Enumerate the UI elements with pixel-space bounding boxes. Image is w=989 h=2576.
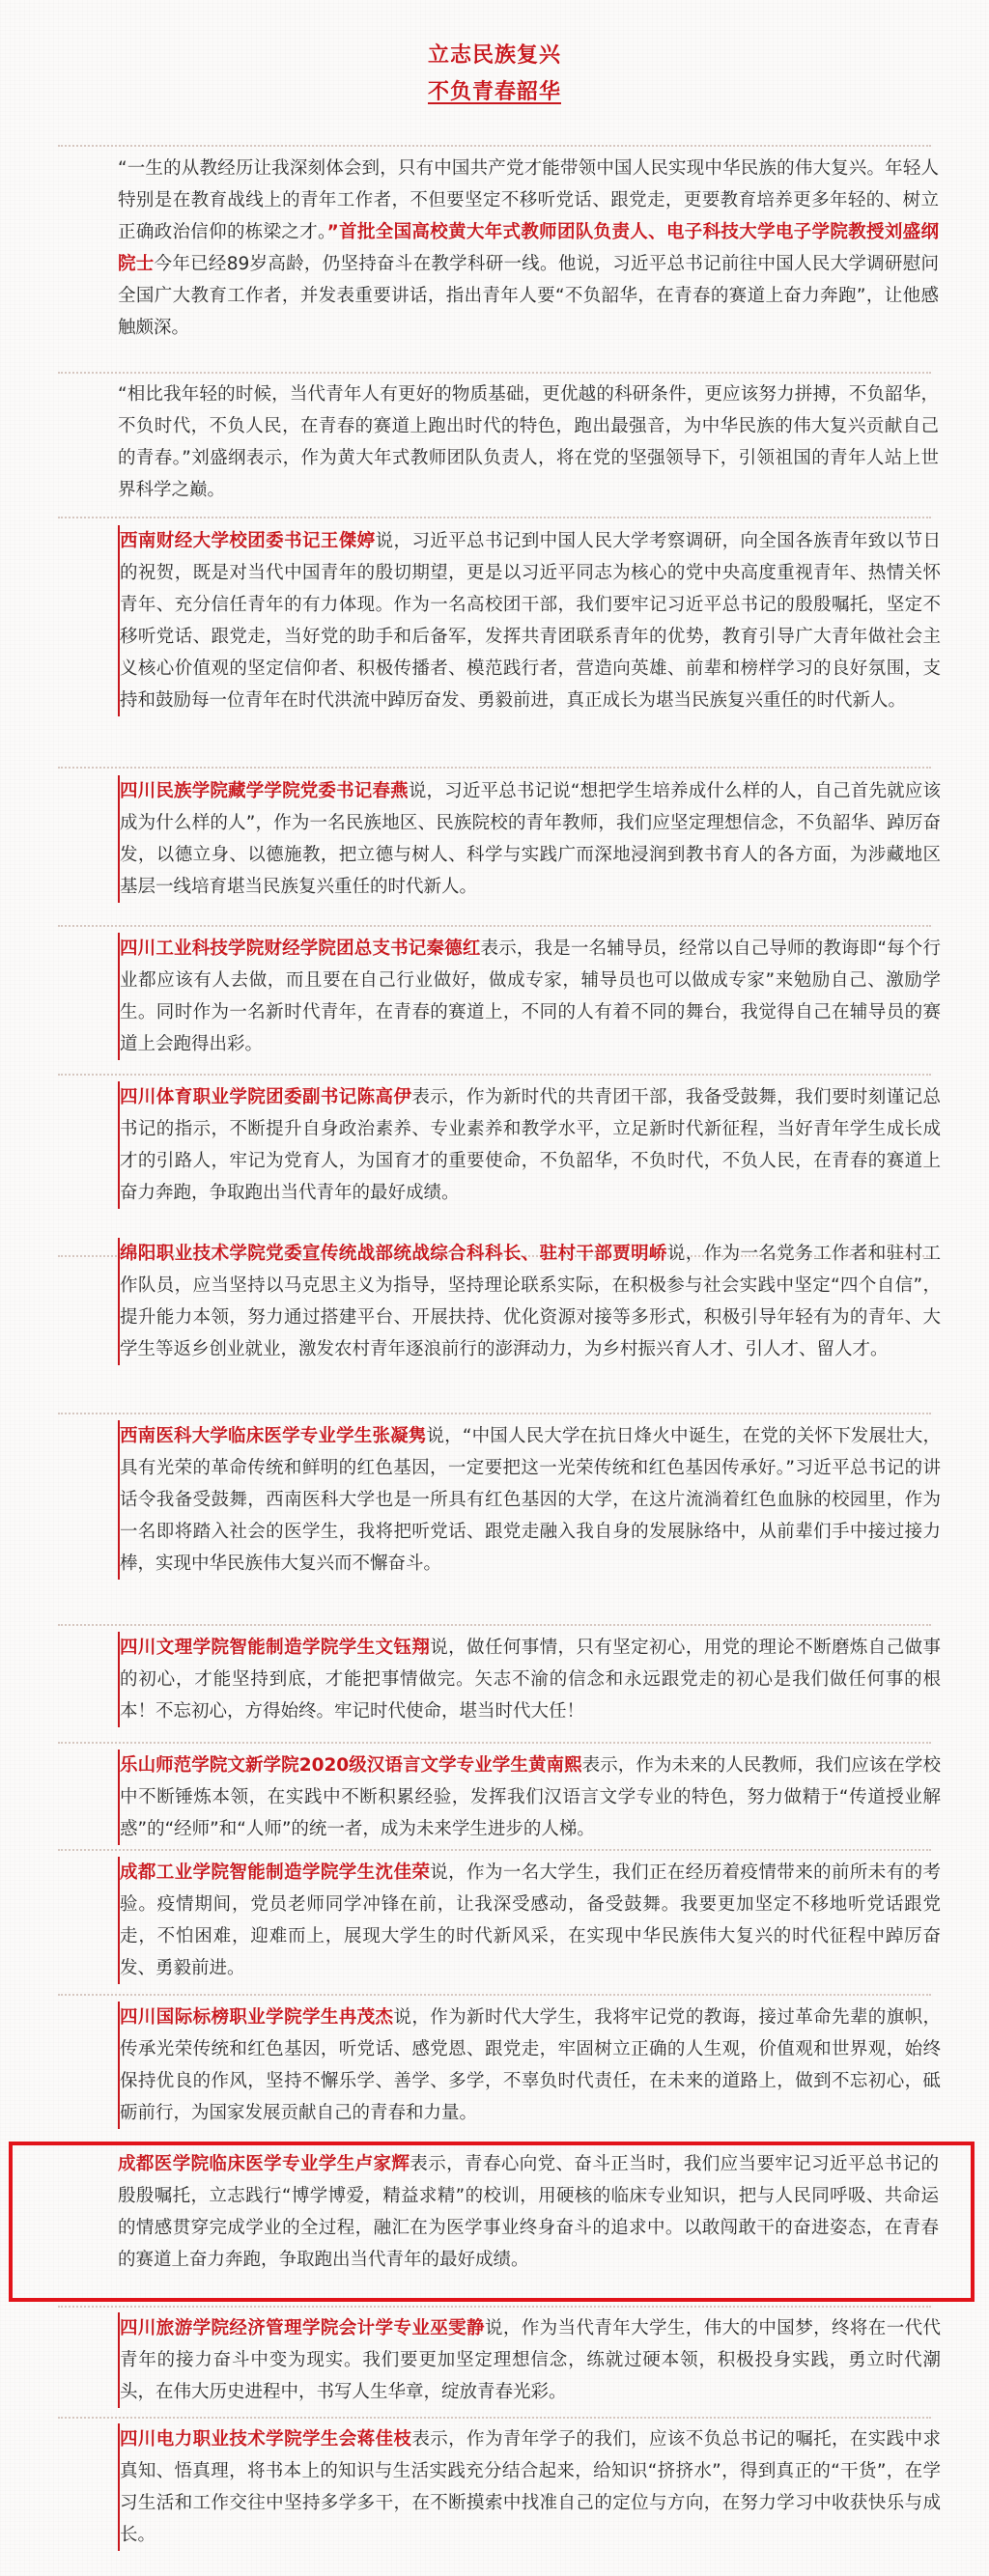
paragraph-text: 表示，作为未来的人民教师，我们应该在学校中不断锤炼本领，在实践中不断积累经验，发挥我们汉语言文学专业的特色，努力做精于“传道授业解惑”的“经师”和“人师”的统一者，成为未来学生进步的人梯。 — [120, 1755, 941, 1839]
speaker-name: 绵阳职业技术学院党委宣传统战部统战综合科科长、驻村干部贾明峤 — [120, 1244, 667, 1264]
divider — [58, 1742, 931, 1744]
paragraph-text: 说，习近平总书记说“想把学生培养成什么样的人，自己首先就应该成为什么样的人”，作为一名民族地区、民族院校的青年教师，我们应坚定理想信念，不负韶华、踔厉奋发，以德立身、以德施教，把立德与树人、科学与实践广而深地浸润到教书育人的各方面，为涉藏地区基层一线培育堪当民族复兴重任的时代新人。 — [120, 781, 941, 897]
paragraph-text: 说，习近平总书记到中国人民大学考察调研，向全国各族青年致以节日的祝贺，既是对当代中国青年的殷切期望，更是以习近平同志为核心的党中央高度重视青年、热情关怀青年、充分信任青年的有力体现。作为一名高校团干部，我们要牢记习近平总书记的殷殷嘱托，坚定不移听党话、跟党走，当好党的助手和后备军，发挥共青团联系青年的优势，教育引导广大青年做社会主义核心价值观的坚定信仰者、积极传播者、模范践行者，营造向英雄、前辈和榜样学习的良好氛围，支持和鼓励每一位青年在时代洪流中踔厉奋发、勇毅前进，真正成长为堪当民族复兴重任的时代新人。 — [120, 531, 941, 711]
speaker-name: ”首批全国高校黄大年式教师团队负责人、电子科技大学电子学院教授刘盛纲院士 — [118, 222, 939, 274]
highlight-box — [9, 2142, 975, 2302]
paragraph — [118, 1081, 941, 1209]
paragraph-text: 说，作为一名党务工作者和驻村工作队员，应当坚持以马克思主义为指导，坚持理论联系实际，在积极参与社会实践中坚定“四个自信”，提升能力本领，努力通过搭建平台、开展扶持、优化资源对接等多形式，积极引导年轻有为的青年、大学生等返乡创业就业，激发农村青年逐浪前行的澎湃动力，为乡村振兴育人才、引人才、留人才。 — [120, 1244, 941, 1359]
paragraph-text: 说，“中国人民大学在抗日烽火中诞生，在党的关怀下发展壮大，具有光荣的革命传统和鲜明的红色基因，一定要把这一光荣传统和红色基因传承好。”习近平总书记的讲话令我备受鼓舞，西南医科大学也是一所具有红色基因的大学，在这片流淌着红色血脉的校园里，作为一名即将踏入社会的医学生，我将把听党话、跟党走融入我自身的发展脉络中，从前辈们手中接过接力棒，实现中华民族伟大复兴而不懈奋斗。 — [120, 1426, 941, 1574]
paragraph-text: 表示，作为青年学子的我们，应该不负总书记的嘱托，在实践中求真知、悟真理，将书本上的知识与生活实践充分结合起来，给知识“挤挤水”，得到真正的“干货”，在学习生活和工作交往中坚持多学多干，在不断摸索中找准自己的定位与方向，在努力学习中收获快乐与成长。 — [120, 2429, 941, 2545]
paragraph-text: 表示，我是一名辅导员，经常以自己导师的教诲即“每个行业都应该有人去做，而且要在自己行业做好，做成专家，辅导员也可以做成专家”来勉励自己、激励学生。同时作为一名新时代青年，在青春的赛道上，不同的人有着不同的舞台，我觉得自己在辅导员的赛道上会跑得出彩。 — [120, 938, 941, 1054]
speaker-name: 乐山师范学院文新学院2020级汉语言文学专业学生黄南熙 — [120, 1755, 582, 1776]
speaker-name: 西南财经大学校团委书记王傑婷 — [120, 531, 376, 551]
paragraph — [118, 2423, 941, 2551]
paragraph — [118, 2312, 941, 2408]
paragraph-text: 说，作为一名大学生，我们正在经历着疫情带来的前所未有的考验。疫情期间，党员老师同学冲锋在前，让我深受感动，备受鼓舞。我要更加坚定不移地听党话跟党走，不怕困难，迎难而上，展现大学生的时代新风采，在实现中华民族伟大复兴的时代征程中踔厉奋发、勇毅前进。 — [120, 1862, 941, 1978]
paragraph — [118, 153, 939, 344]
paragraph-text: “相比我年轻的时候，当代青年人有更好的物质基础，更优越的科研条件，更应该努力拼搏，不负韶华，不负时代，不负人民，在青春的赛道上跑出时代的特色，跑出最强音，为中华民族的伟大复兴贡献自己的青春。”刘盛纲表示，作为黄大年式教师团队负责人，将在党的坚强领导下，引领祖国的青年人站上世界科学之巅。 — [118, 384, 939, 500]
speaker-name: 四川国际标榜职业学院学生冉茂杰 — [120, 2007, 394, 2028]
paragraph — [118, 775, 941, 903]
speaker-name: 四川文理学院智能制造学院学生文钰翔 — [120, 1638, 431, 1658]
article-title-line-2: 不负青春韶华 — [427, 80, 561, 104]
divider — [58, 1624, 931, 1626]
paragraph — [118, 1750, 941, 1845]
divider — [58, 372, 931, 374]
paragraph — [118, 525, 941, 716]
paragraph — [118, 1632, 941, 1727]
speaker-name: 四川民族学院藏学学院党委书记春燕 — [120, 781, 409, 801]
paragraph — [118, 1857, 941, 1984]
paragraph-text: 表示，青春心向党、奋斗正当时，我们应当要牢记习近平总书记的殷殷嘱托，立志践行“博学博爱，精益求精”的校训，用硬核的临床专业知识，把与人民同呼吸、共命运的情感贯穿完成学业的全过程，融汇在为医学事业终身奋斗的追求中。以敢闯敢干的奋进姿态，在青春的赛道上奋力奔跑，争取跑出当代青年的最好成绩。 — [118, 2154, 939, 2270]
divider — [58, 1413, 931, 1414]
divider — [58, 925, 931, 927]
article-title-line-1: 立志民族复兴 — [427, 43, 561, 68]
speaker-name: 四川旅游学院经济管理学院会计学专业巫雯静 — [120, 2318, 485, 2338]
paragraph-text: 说，作为当代青年大学生，伟大的中国梦，终将在一代代青年的接力奋斗中变为现实。我们要更加坚定理想信念，练就过硬本领，积极投身实践，勇立时代潮头，在伟大历史进程中，书写人生华章，绽放青春光彩。 — [120, 2318, 941, 2402]
paragraph — [118, 933, 941, 1060]
divider — [58, 517, 931, 518]
divider — [58, 2306, 931, 2308]
paragraph — [118, 1238, 941, 1365]
paragraph — [118, 1420, 941, 1580]
paragraph-text: 今年已经89岁高龄，仍坚持奋斗在教学科研一线。他说，习近平总书记前往中国人民大学调研慰问全国广大教育工作者，并发表重要讲话，指出青年人要“不负韶华，在青春的赛道上奋力奔跑”，让他感触颇深。 — [118, 254, 939, 338]
divider — [58, 767, 931, 769]
speaker-name: 成都医学院临床医学专业学生卢家辉 — [118, 2154, 410, 2174]
paragraph-text: 说，作为新时代大学生，我将牢记党的教诲，接过革命先辈的旗帜，传承光荣传统和红色基因，听党话、感党恩、跟党走，牢固树立正确的人生观，价值观和世界观，始终保持优良的作风，坚持不懈乐学、善学、多学，不辜负时代责任，在未来的道路上，做到不忘初心，砥砺前行，为国家发展贡献自己的青春和力量。 — [120, 2007, 941, 2123]
paragraph — [118, 2002, 941, 2129]
paragraph-text: 表示，作为新时代的共青团干部，我备受鼓舞，我们要时刻谨记总书记的指示，不断提升自身政治素养、专业素养和教学水平，立足新时代新征程，当好青年学生成长成才的引路人，牢记为党育人，为国育才的重要使命，不负韶华，不负时代，不负人民，在青春的赛道上奋力奔跑，争取跑出当代青年的最好成绩。 — [120, 1087, 941, 1203]
paragraph-text: “一生的从教经历让我深刻体会到，只有中国共产党才能带领中国人民实现中华民族的伟大复兴。年轻人特别是在教育战线上的青年工作者，不但要坚定不移听党话、跟党走，更要教育培养更多年轻的、树立正确政治信仰的栋梁之才。 — [118, 158, 939, 242]
speaker-name: 四川工业科技学院财经学院团总支书记秦德红 — [120, 938, 481, 959]
divider — [58, 1994, 931, 1996]
divider — [58, 2417, 931, 2419]
speaker-name: 四川电力职业技术学院学生会蒋佳枝 — [120, 2429, 412, 2450]
paragraph-text: 说，做任何事情，只有坚定初心，用党的理论不断磨炼自己做事的初心，才能坚持到底，才能把事情做完。矢志不渝的信念和永远跟党走的初心是我们做任何事的根本！不忘初心，方得始终。牢记时代使命，堪当时代大任！ — [120, 1638, 941, 1722]
speaker-name: 四川体育职业学院团委副书记陈高伊 — [120, 1087, 412, 1107]
divider — [58, 145, 931, 147]
speaker-name: 成都工业学院智能制造学院学生沈佳荣 — [120, 1862, 431, 1883]
speaker-name: 西南医科大学临床医学专业学生张凝隽 — [120, 1426, 427, 1446]
divider — [58, 1849, 931, 1851]
paragraph — [118, 378, 939, 506]
divider — [58, 1074, 931, 1076]
